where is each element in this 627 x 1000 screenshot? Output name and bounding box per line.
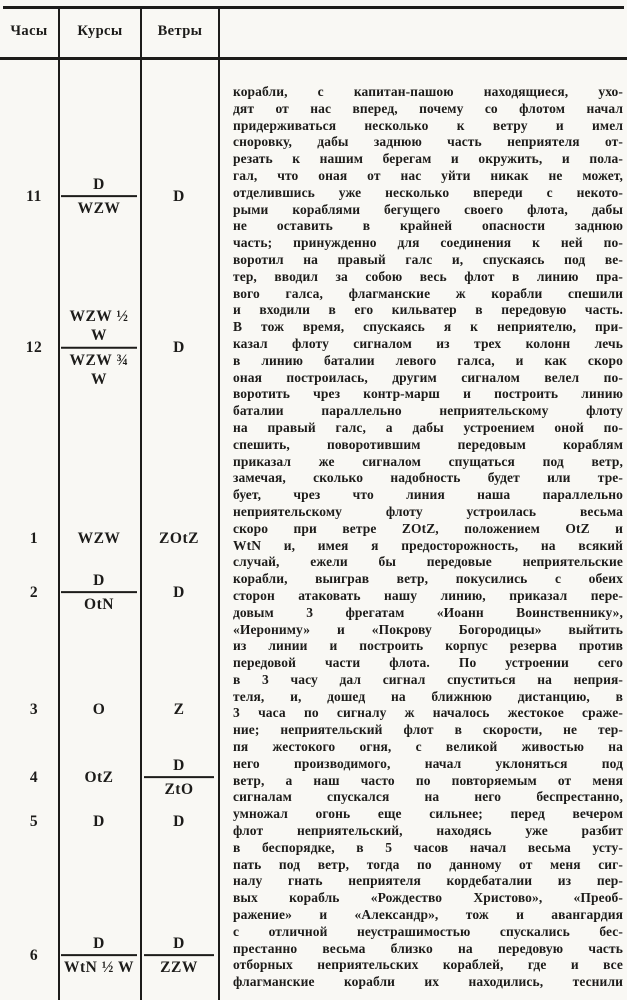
journal-line: флот неприятельский, находясь уже разбит <box>233 823 623 839</box>
wind-cell: D <box>173 339 185 356</box>
journal-line: WtN и, имея я предосторожность, на всякий <box>233 537 623 553</box>
journal-line: не оставить в крайней опасности заднюю <box>233 218 623 234</box>
fraction-value <box>144 934 214 978</box>
table-row <box>0 934 218 978</box>
journal-line: него производимого, начал уклоняться под <box>233 755 623 771</box>
journal-line: дят от нас вперед, почему со флотом начал <box>233 100 623 116</box>
hour-cell: 4 <box>29 769 39 786</box>
journal-line: в 3 часу дал сигнал спуститься на неприя- <box>233 671 623 687</box>
journal-line: оная построилась, другим сигналом велел по- <box>233 369 623 385</box>
wind-cell: D <box>173 813 185 830</box>
journal-line: ние; неприятельский флот в скорости, не тер- <box>233 722 623 738</box>
journal-line: бует, чрез что линия наша параллельно <box>233 487 623 503</box>
table-header-border <box>0 57 627 60</box>
hour-cell: 5 <box>29 813 39 830</box>
journal-line: отделившись уже несколько впереди с некото- <box>233 184 623 200</box>
table-row <box>0 813 218 831</box>
hour-cell: 2 <box>29 584 39 601</box>
wind-cell: D <box>173 584 185 601</box>
fraction-denominator: ZtO <box>164 781 194 799</box>
journal-line: рыми кораблями бегущего своего флота, дабы <box>233 201 623 217</box>
hour-cell: 3 <box>29 701 39 718</box>
table-row <box>0 307 218 390</box>
fraction-numerator: D <box>61 571 137 593</box>
hour-cell: 1 <box>29 530 39 547</box>
journal-line: 3 часа по сигналу ж началось жестокое сраже- <box>233 705 623 721</box>
course-cell <box>58 307 140 390</box>
journal-line: корабли, выиграв ветр, покусились с обеих <box>233 571 623 587</box>
journal-line: неприятельскому флоту устроилась весьма <box>233 503 623 519</box>
journal-line: вых корабль «Рождество Христово», «Преоб- <box>233 890 623 906</box>
journal-line: придерживаться несколько к ветру и имел <box>233 117 623 133</box>
fraction-denominator: OtN <box>84 596 114 614</box>
journal-line: воротил на правый галс и, спускаясь под ве- <box>233 251 623 267</box>
journal-line: престанно весьма близко на передовую часть <box>233 940 623 956</box>
table-row <box>0 571 218 615</box>
journal-line: и входили в его кильватер в передовую часть. <box>233 302 623 318</box>
journal-line: вого галса, флагманские ж корабли спешили <box>233 285 623 301</box>
journal-line: спешить, поворотившим передовым кораблям <box>233 436 623 452</box>
journal-line: пя жестокого огня, с великой живостью на <box>233 739 623 755</box>
fraction-numerator: D <box>144 756 214 778</box>
course-cell: WZW <box>77 530 121 547</box>
journal-line: сноровку, дабы заднюю часть неприятеля от- <box>233 134 623 150</box>
fraction-value <box>61 571 137 615</box>
fraction-numerator: D <box>61 934 137 956</box>
column-divider-winds-text <box>218 8 220 1000</box>
journal-line: умножал огонь еще сильнее; перед вечером <box>233 806 623 822</box>
journal-line: воротить чрез контр-марш и построить линию <box>233 386 623 402</box>
fraction-numerator: D <box>61 175 137 197</box>
journal-line: В тож время, спускаясь я к неприятелю, при- <box>233 319 623 335</box>
hour-cell: 12 <box>25 339 43 356</box>
wind-cell: D <box>173 188 185 205</box>
journal-line: гал, что оная от нас уйти никак не может, <box>233 167 623 183</box>
journal-line: довым 3 фрегатам «Иоанн Воинственнику», <box>233 604 623 620</box>
table-row <box>0 175 218 219</box>
column-header-hours: Часы <box>10 23 48 39</box>
table-row <box>0 701 218 719</box>
table-top-border <box>3 6 624 9</box>
journal-line: приказал же сигналом спущаться под ветр, <box>233 453 623 469</box>
journal-line: передовой части флота. По устроении сего <box>233 655 623 671</box>
fraction-value <box>61 934 137 978</box>
journal-line: в беспорядке, в 5 часов начал весьма усту- <box>233 839 623 855</box>
journal-line: скоро при ветре ZOtZ, положением OtZ и <box>233 520 623 536</box>
column-divider-courses-winds <box>140 8 142 1000</box>
wind-cell <box>140 756 218 800</box>
fraction-denominator: WZW ¾ W <box>69 351 129 388</box>
journal-line: корабли, с капитан-пашою находящиеся, ухо- <box>233 84 623 99</box>
journal-line: казал флоту сигналом из трех колонн лечь <box>233 335 623 351</box>
wind-cell <box>140 934 218 978</box>
column-header-courses: Курсы <box>77 23 123 39</box>
journal-line: баталии параллельно неприятельскому флоту <box>233 403 623 419</box>
course-cell <box>58 175 140 219</box>
journal-line: налу гнать неприятеля кордебаталии из пер- <box>233 873 623 889</box>
journal-line: отборных неприятельских кораблей, где и все <box>233 957 623 973</box>
wind-cell: Z <box>173 701 185 718</box>
journal-line: в линию баталии левого галса, и как скоро <box>233 352 623 368</box>
column-divider-hours-courses <box>58 8 60 1000</box>
journal-line: тер, вводил за собою весь флот в линию пра- <box>233 268 623 284</box>
fraction-numerator: WZW ½ W <box>61 307 137 349</box>
wind-cell: ZOtZ <box>159 530 199 547</box>
journal-line: замечая, сколько надобность будет или тре- <box>233 470 623 486</box>
column-header-winds: Ветры <box>157 23 203 39</box>
table-row <box>0 530 218 548</box>
journal-text-column <box>233 84 623 991</box>
fraction-value <box>144 756 214 800</box>
fraction-numerator: D <box>144 934 214 956</box>
course-cell: O <box>92 701 106 718</box>
journal-line: ражение» и «Александр», тож и авангардия <box>233 907 623 923</box>
journal-line: флагманские корабли их находились, теснили <box>233 974 623 990</box>
fraction-denominator: ZZW <box>160 959 198 977</box>
journal-line: пать под ветр, тогда по данному от меня сиг- <box>233 856 623 872</box>
journal-line: ветр, а наш часто по повторяемым от меня <box>233 772 623 788</box>
journal-line: «Иерониму» и «Покрову Богородицы» выйтить <box>233 621 623 637</box>
fraction-denominator: WtN ½ W <box>64 959 134 977</box>
course-cell <box>58 571 140 615</box>
journal-line: случай, ежели бы передовые неприятельские <box>233 554 623 570</box>
journal-line: часть; принужденно для соединения к ней по- <box>233 235 623 251</box>
table-row <box>0 756 218 800</box>
course-cell: D <box>93 813 105 830</box>
journal-line: сигналам спускался на него беспрестанно, <box>233 789 623 805</box>
journal-line: с отличной неустрашимостью спускались бес- <box>233 923 623 939</box>
journal-line: резать к нашим берегам и окружить, и пола- <box>233 151 623 167</box>
journal-line: теля, и, дошед на ближнюю дистанцию, в <box>233 688 623 704</box>
journal-line: из линии и построить корпус резерва против <box>233 638 623 654</box>
course-cell: OtZ <box>84 769 114 786</box>
hour-cell: 11 <box>26 188 42 205</box>
course-cell <box>58 934 140 978</box>
hour-cell: 6 <box>29 947 39 964</box>
fraction-denominator: WZW <box>77 200 121 218</box>
fraction-value <box>61 175 137 219</box>
journal-line: сторон атаковать нашу линию, приказал пере- <box>233 587 623 603</box>
fraction-value <box>61 307 137 390</box>
journal-line: на правый галс, а дабы устроением оной по- <box>233 419 623 435</box>
